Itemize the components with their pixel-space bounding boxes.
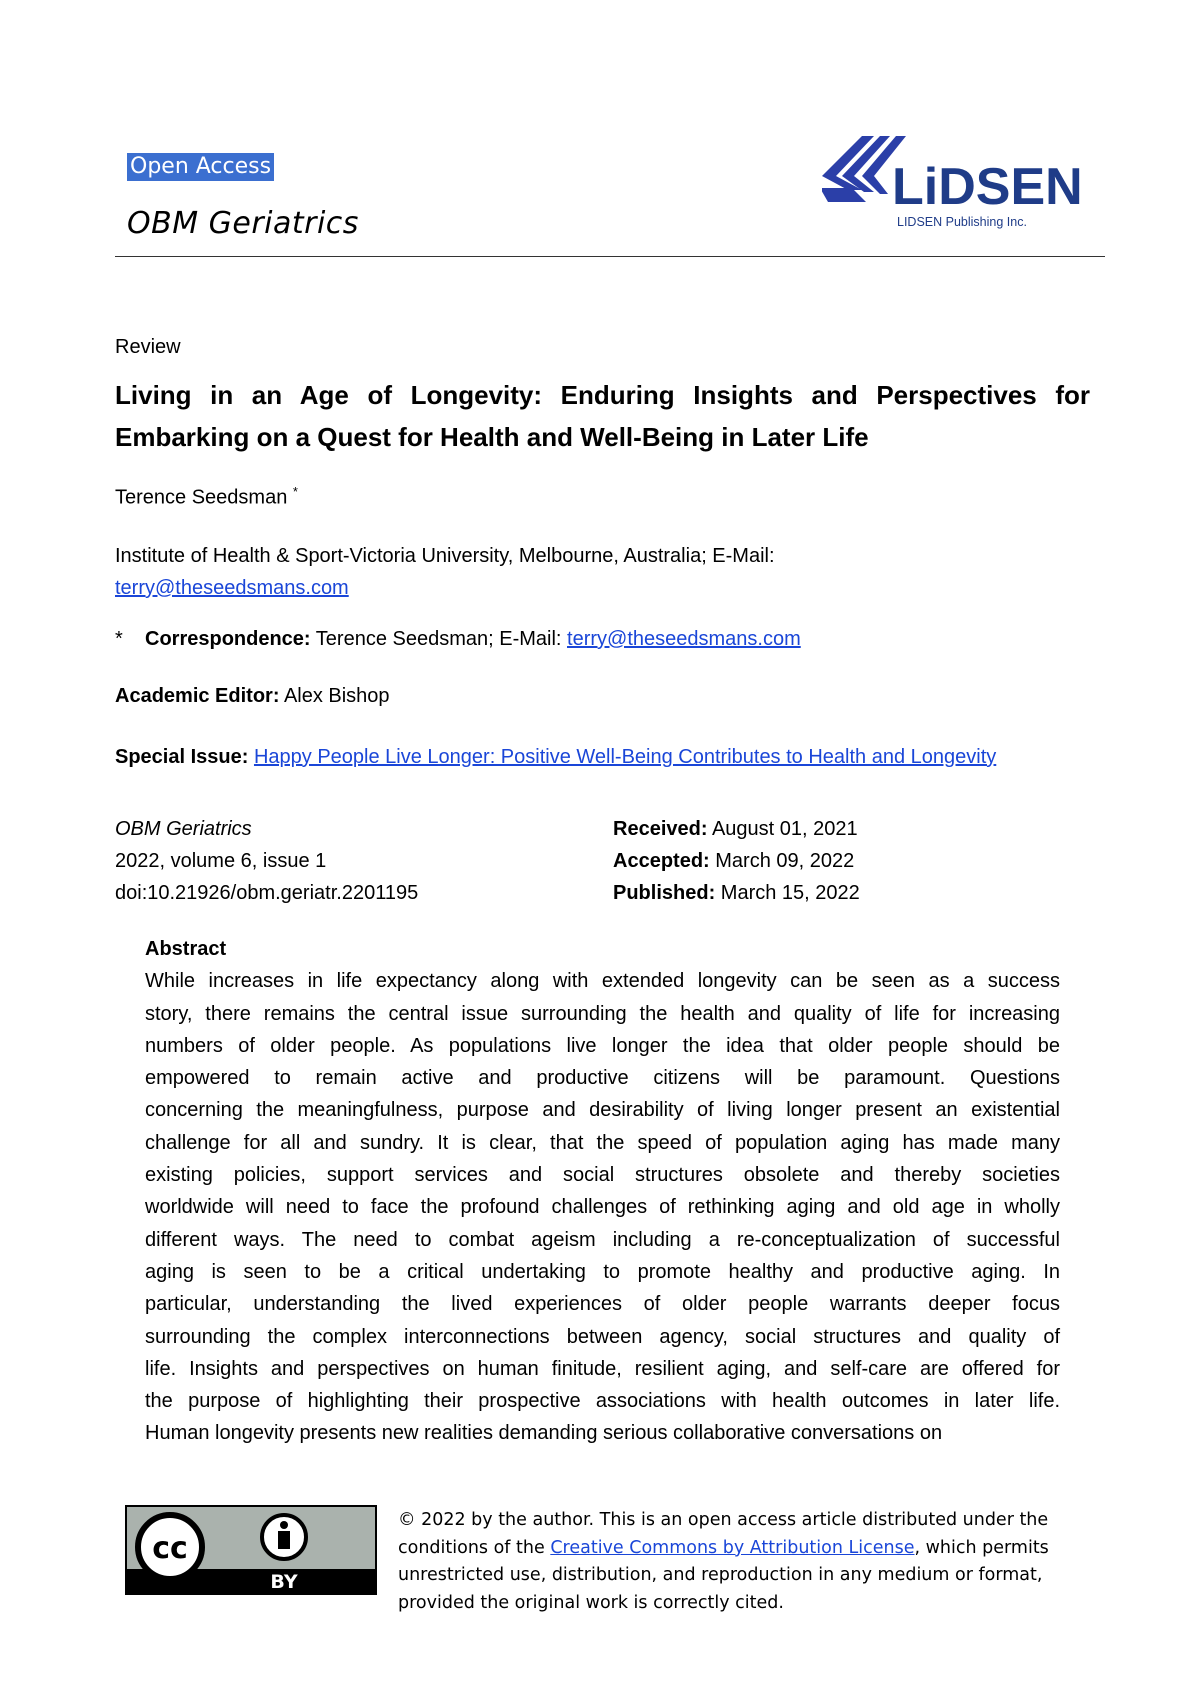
abstract-line: worldwide will need to face the profound challenges of rethinking aging and old age in wholly (145, 1196, 1060, 1219)
publication-dates (613, 813, 860, 909)
received-date (613, 813, 860, 845)
abstract-heading: Abstract (145, 938, 227, 960)
license-text-before: © 2022 by the author. This is an open access article distributed under the conditions of the (398, 1510, 1049, 1558)
abstract-line: life. Insights and perspectives on human finitude, resilient aging, and self-care are offered for (145, 1357, 1060, 1380)
correspondence-label: Correspondence: (145, 628, 311, 650)
abstract-line: surrounding the complex interconnections between agency, social structures and quality of (145, 1325, 1060, 1348)
editor-label: Academic Editor: (115, 685, 280, 707)
abstract-line: different ways. The need to combat ageism including a re-conceptualization of successful (145, 1228, 1060, 1251)
abstract-line: challenge for all and sundry. It is clear, that the speed of population aging has made many (145, 1131, 1060, 1154)
by-label: BY (270, 1571, 298, 1593)
logo-wordmark: LiDSEN (892, 158, 1083, 216)
abstract-line: numbers of older people. As populations live longer the idea that older people should be (145, 1034, 1060, 1057)
article-type: Review (115, 336, 181, 358)
abstract-line: While increases in life expectancy along with extended longevity can be seen as a success (145, 970, 1060, 993)
received-value: August 01, 2021 (707, 818, 858, 840)
journal-name-header: OBM Geriatrics (127, 206, 359, 241)
correspondence-text: Terence Seedsman; E-Mail: (310, 628, 568, 650)
abstract-line: story, there remains the central issue surrounding the health and quality of life for increasing (145, 1002, 1060, 1025)
abstract-line: the purpose of highlighting their prospective associations with health outcomes in later life. (145, 1390, 1060, 1413)
pubinfo-doi: doi:10.21926/obm.geriatr.2201195 (115, 882, 419, 904)
article-title: Living in an Age of Longevity: Enduring Insights and Perspectives for Embarking on a Quest for Health and Well-Being in Later Life (115, 380, 1090, 452)
cc-icon-text: cc (152, 1531, 188, 1566)
correspondence-email-link[interactable]: terry@theseedsmans.com (567, 628, 801, 650)
cc-by-license-badge (125, 1505, 377, 1595)
abstract-section (145, 933, 1060, 1450)
correspondence-star: * (115, 628, 123, 650)
accepted-value: March 09, 2022 (709, 850, 855, 872)
accepted-label: Accepted: (613, 850, 710, 872)
author-line (115, 484, 298, 510)
affiliation-email-link[interactable]: terry@theseedsmans.com (115, 577, 349, 599)
cc-by-badge-graphic (127, 1507, 375, 1593)
affiliation-text: Institute of Health & Sport-Victoria University, Melbourne, Australia; E-Mail: (115, 545, 775, 567)
published-value: March 15, 2022 (715, 882, 860, 904)
logo-stripe (822, 136, 874, 190)
published-label: Published: (613, 882, 716, 904)
abstract-line: Human longevity presents new realities demanding serious collaborative conversations on (145, 1422, 943, 1445)
published-date (613, 877, 860, 909)
open-access-badge: Open Access (127, 153, 274, 181)
editor-name: Alex Bishop (279, 685, 390, 707)
author-name: Terence Seedsman (115, 486, 288, 509)
special-issue-link[interactable]: Happy People Live Longer: Positive Well-Being Contributes to Health and Longevity (253, 746, 997, 768)
pubinfo-volume: 2022, volume 6, issue 1 (115, 850, 327, 872)
header-divider (115, 256, 1105, 257)
abstract-line: aging is seen to be a critical undertaking to promote healthy and productive aging. In (145, 1260, 1060, 1283)
affiliation (115, 540, 1105, 604)
license-statement (398, 1507, 1078, 1617)
special-issue-colon: : (241, 746, 254, 768)
special-issue-line (115, 746, 996, 769)
academic-editor-line (115, 685, 390, 708)
special-issue-label: Special Issue (115, 746, 242, 768)
license-link[interactable]: Creative Commons by Attribution License (550, 1537, 915, 1558)
abstract-line: existing policies, support services and social structures obsolete and thereby societies (145, 1164, 1060, 1187)
correspondence-line (115, 628, 801, 651)
publisher-name: LIDSEN Publishing Inc. (897, 215, 1027, 229)
abstract-line: empowered to remain active and productive citizens will be paramount. Questions (145, 1067, 1060, 1090)
pubinfo-journal: OBM Geriatrics (115, 818, 252, 840)
author-mark: * (292, 484, 298, 499)
received-label: Received: (613, 818, 708, 840)
abstract-body (145, 965, 1060, 1449)
accepted-date (613, 845, 860, 877)
logo-stripe (822, 188, 866, 202)
abstract-line: particular, understanding the lived experiences of older people warrants deeper focus (145, 1293, 1060, 1316)
license-text-after: , which permits unrestricted use, distribution, and reproduction in any medium or format, provided the original work is correctly cited. (398, 1537, 1049, 1613)
abstract-line: concerning the meaningfulness, purpose and desirability of living longer present an existential (145, 1099, 1060, 1122)
publication-info (115, 813, 418, 909)
